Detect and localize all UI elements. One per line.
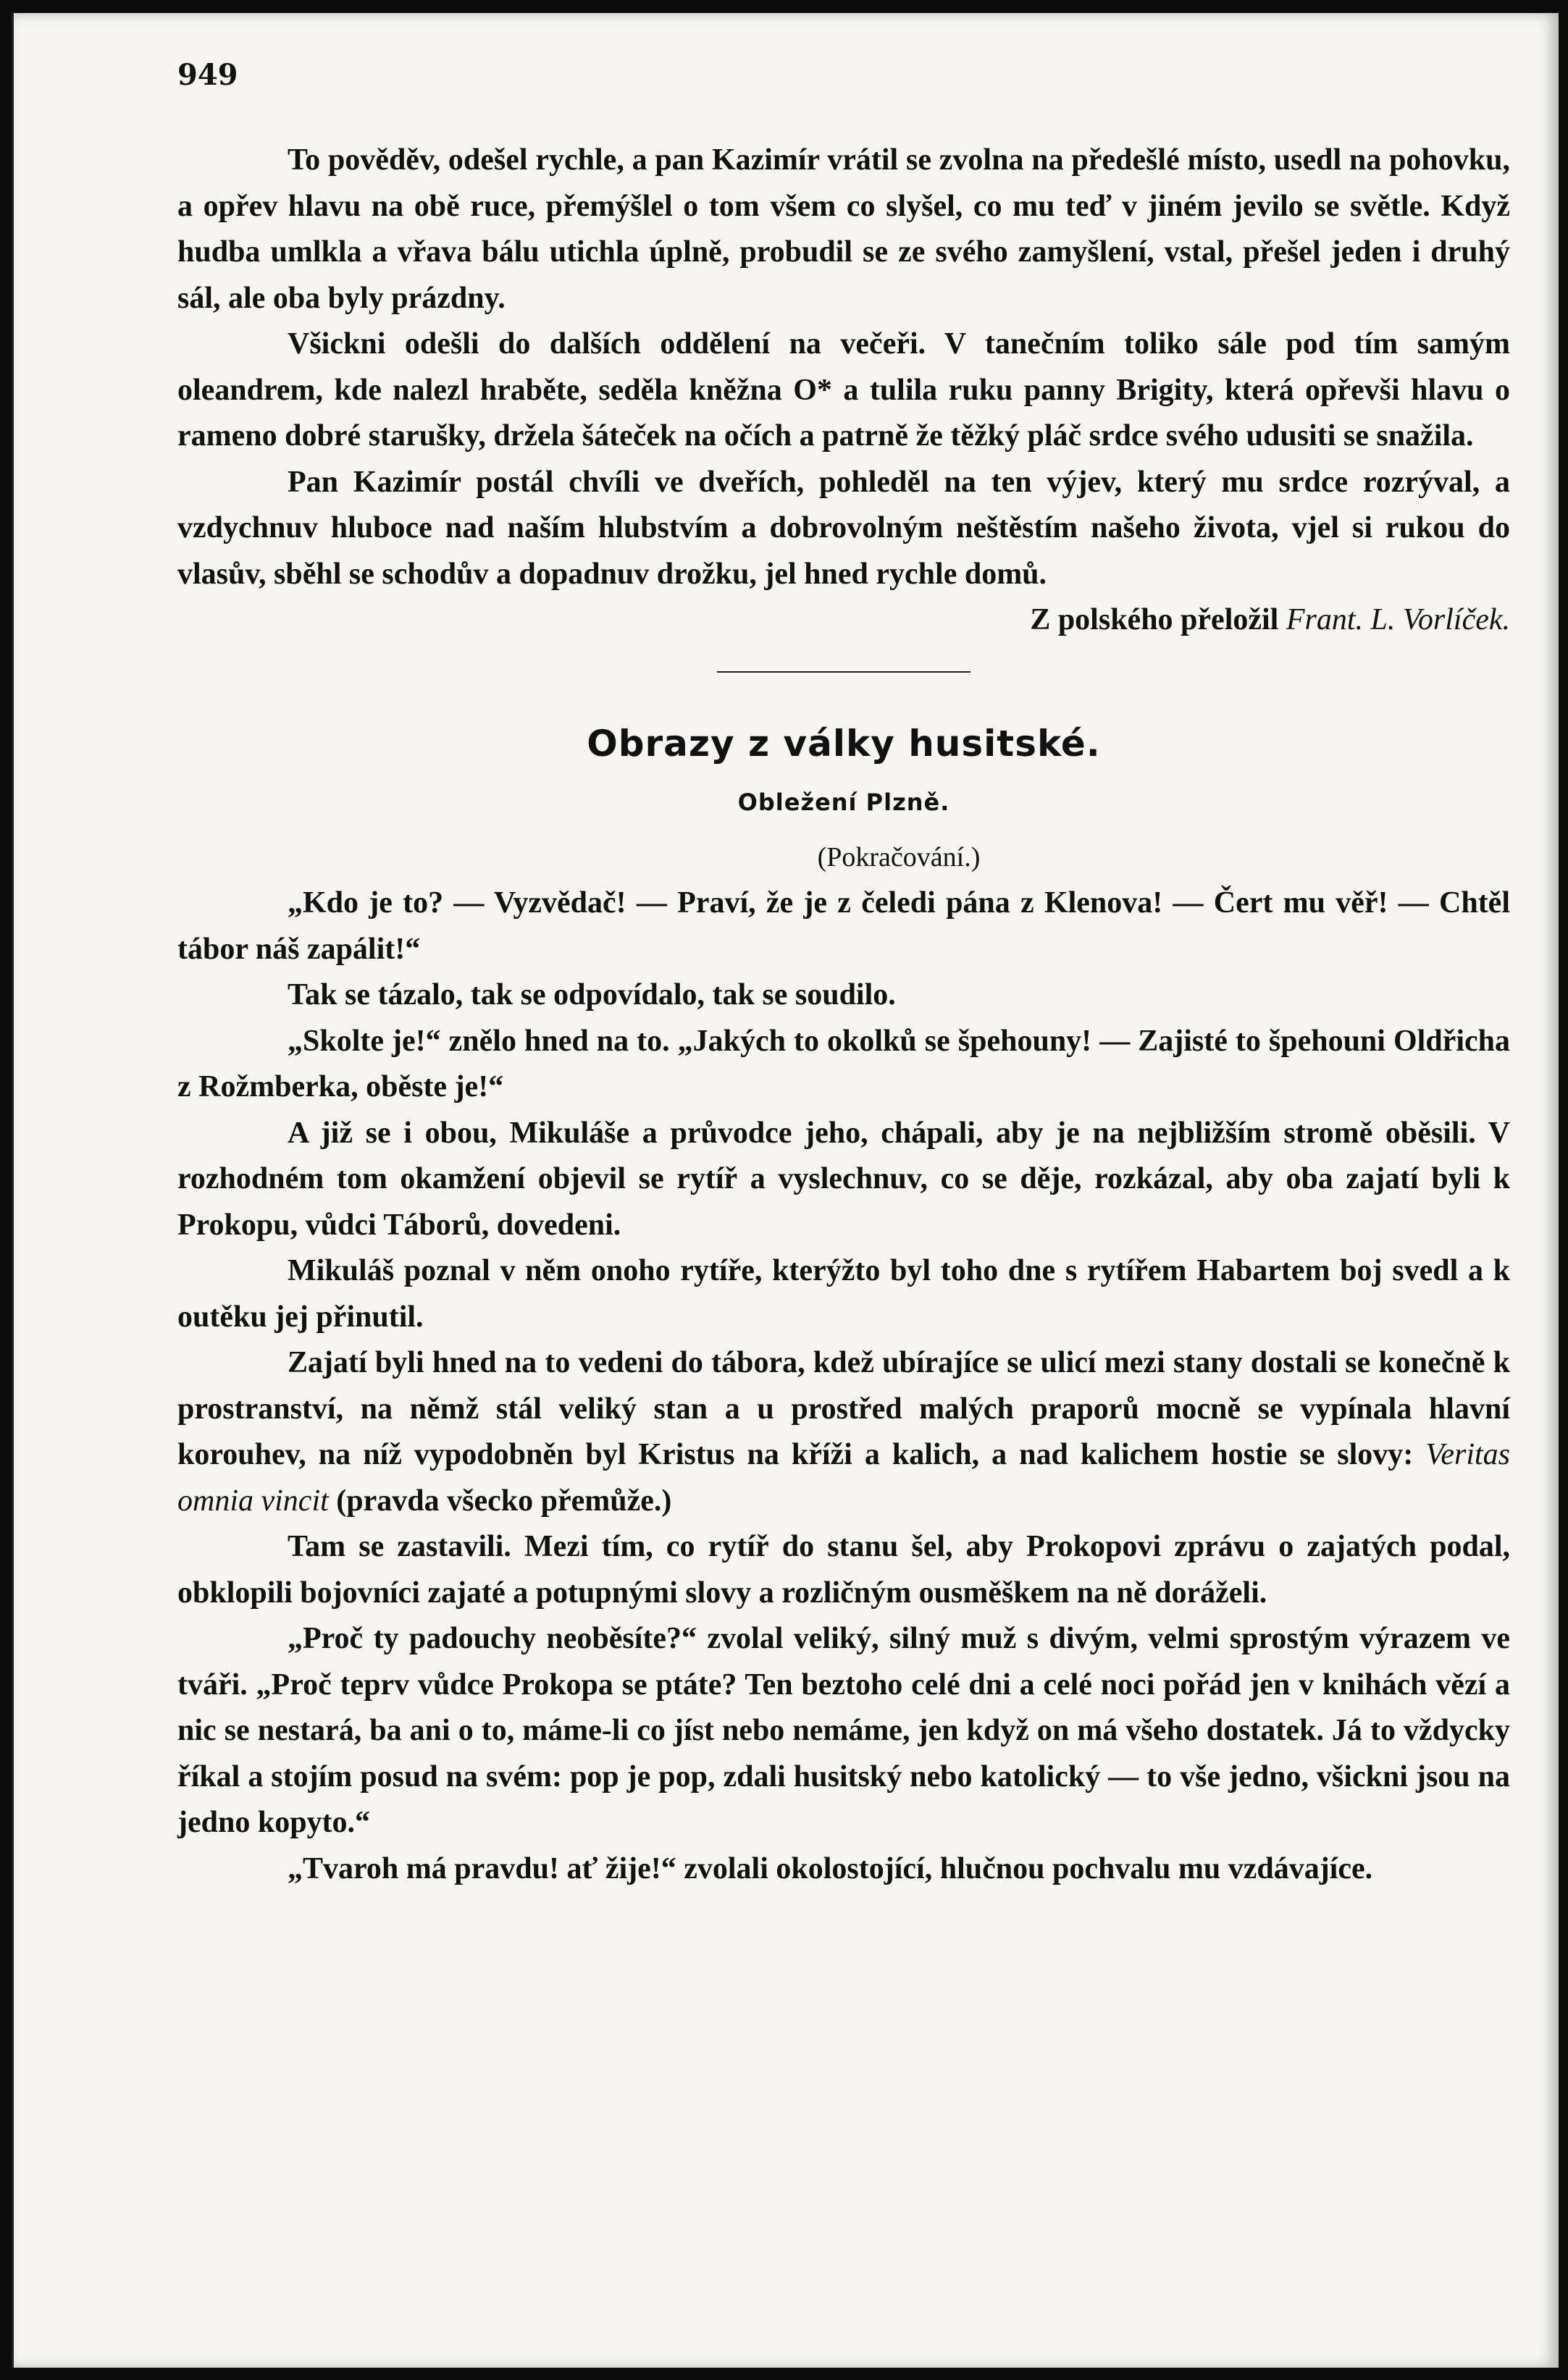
article-paragraph-5: Mikuláš poznal v něm onoho rytíře, kterýžto byl toho dne s rytířem Habartem boj svedl a k outěku jej přinutil.	[177, 1254, 1510, 1334]
article-paragraph-9: „Tvaroh má pravdu! ať žije!“ zvolali okolostojící, hlučnou pochvalu mu vzdávajíce.	[288, 1851, 1373, 1885]
article-paragraph-4: A již se i obou, Mikuláše a průvodce jeho, chápali, aby je na nejbližším stromě oběsili. V rozhodném tom okamžení objevil se rytíř a vyslechnuv, co se děje, rozkázal, aby oba zajatí byli k Prokopu, vůdci Táborů, dovedeni.	[177, 1116, 1510, 1242]
article-paragraph-2: Tak se tázalo, tak se odpovídalo, tak se soudilo.	[288, 978, 896, 1012]
article-paragraph-1: „Kdo je to? — Vyzvědač! — Praví, že je z čeledi pána z Klenova! — Čert mu věř! — Chtěl tábor náš zapálit!“	[177, 886, 1510, 966]
article-paragraph-6-text: Zajatí byli hned na to vedeni do tábora, kdež ubírajíce se ulicí mezi stany dostali se konečně k prostranství, na němž stál veliký stan a u prostřed malých praporů mocně se vypínala hlavní korouhev, na níž vypodobněn byl Kristus na kříži a kalich, a nad kalichem hostie se slovy:	[177, 1346, 1510, 1471]
article-paragraph-6	[177, 1340, 1510, 1524]
scanned-page	[12, 13, 1559, 2368]
continued-note: (Pokračování.)	[817, 841, 981, 872]
article-paragraph-7: Tam se zastavili. Mezi tím, co rytíř do stanu šel, aby Prokopovi zprávu o zajatých podal, obklopili bojovníci zajaté a potupnými slovy a rozličným ousměškem na ně doráželi.	[177, 1530, 1510, 1610]
article-subtitle: Obležení Plzně.	[737, 788, 950, 816]
story-paragraph-1: To pověděv, odešel rychle, a pan Kazimír vrátil se zvolna na předešlé místo, usedl na pohovku, a opřev hlavu na obě ruce, přemýšlel o tom všem co slyšel, co mu teď v jiném jevilo se světle. Když hudba umlkla a vřava bálu utichla úplně, probudil se ze svého zamyšlení, vstal, přešel jeden i druhý sál, ale oba byly prázdny.	[177, 143, 1510, 315]
text-block	[177, 138, 1510, 1892]
story-paragraph-3: Pan Kazimír postál chvíli ve dveřích, pohleděl na ten výjev, který mu srdce rozrýval, a vzdychnuv hluboce nad naším hlubstvím a dobrovolným neštěstím našeho života, vjel si rukou do vlasův, sběhl se schodův a dopadnuv drožku, jel hned rychle domů.	[177, 465, 1510, 591]
latin-motto: Veritas omnia vincit	[177, 1438, 1510, 1518]
signature-prefix: Z polského přeložil	[1030, 603, 1279, 636]
page-number: 949	[177, 58, 238, 92]
story-paragraph-2: Všickni odešli do dalších oddělení na večeři. V tanečním toliko sále pod tím samým oleandrem, kde nalezl hraběte, seděla kněžna O* a tulila ruku panny Brigity, která opřevši hlavu o rameno dobré starušky, držela šáteček na očích a patrně že těžký pláč srdce svého udusiti se snažila.	[177, 327, 1510, 453]
article-title: Obrazy z války husitské.	[587, 722, 1101, 765]
signature-author: Frant. L. Vorlíček.	[1286, 603, 1510, 636]
translator-signature	[177, 597, 1510, 644]
article-paragraph-8: „Proč ty padouchy neoběsíte?“ zvolal veliký, silný muž s divým, velmi sprostým výrazem ve tváři. „Proč teprv vůdce Prokopa se ptáte? Ten beztoho celé dni a celé noci pořád jen v knihách vězí a nic se nestará, ba ani o to, máme-li co jíst nebo nemáme, jen když on má všeho dostatek. Já to vždycky říkal a stojím posud na svém: pop je pop, zdali husitský nebo katolický — to vše jedno, všickni jsou na jedno kopyto.“	[177, 1622, 1510, 1839]
section-divider	[717, 671, 970, 673]
motto-translation: (pravda všecko přemůže.)	[336, 1484, 672, 1518]
article-paragraph-3: „Skolte je!“ znělo hned na to. „Jakých to okolků se špehouny! — Zajisté to špehouni Oldřicha z Rožmberka, oběste je!“	[177, 1024, 1510, 1103]
